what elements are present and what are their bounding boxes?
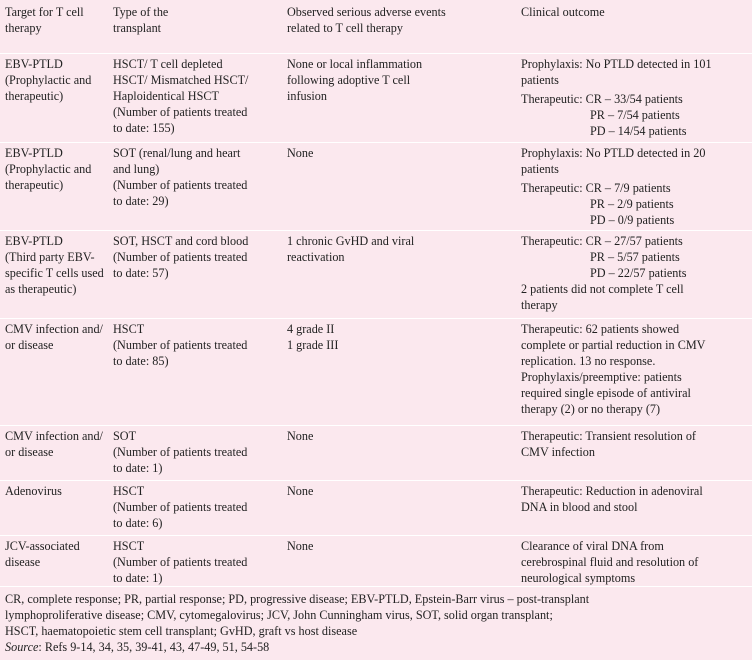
cell-clinical-outcome: Clearance of viral DNA from cerebrospinal fluid and resolution of neurological symptoms [516, 536, 752, 587]
cell-adverse-events: None [282, 481, 516, 536]
header-target: Target for T cell therapy [0, 0, 108, 54]
table-footnotes [0, 586, 752, 655]
cell-adverse-events: None [282, 426, 516, 481]
cell-adverse-events: None [282, 143, 516, 231]
cell-adverse-events: None or local inflammation following adoptive T cell infusion [282, 54, 516, 143]
cell-transplant: SOT (renal/lung and heart and lung) (Number of patients treated to date: 29) [108, 143, 282, 231]
cell-transplant: SOT, HSCT and cord blood (Number of patients treated to date: 57) [108, 231, 282, 319]
cell-target: EBV-PTLD (Prophylactic and therapeutic) [0, 143, 108, 231]
cell-transplant: HSCT/ T cell depleted HSCT/ Mismatched HSCT/ Haploidentical HSCT (Number of patients treated to date: 155) [108, 54, 282, 143]
table-row [0, 319, 752, 426]
footnote-line: lymphoproliferative disease; CMV, cytomegalovirus; JCV, John Cunningham virus, SOT, solid organ transplant; [5, 608, 553, 622]
table-body [0, 54, 752, 587]
cell-target: CMV infection and/ or disease [0, 426, 108, 481]
cell-transplant: HSCT (Number of patients treated to date: 85) [108, 319, 282, 426]
footnote-line: CR, complete response; PR, partial response; PD, progressive disease; EBV-PTLD, Epstein-Barr virus – post-transplant [5, 592, 590, 606]
cell-clinical-outcome: Therapeutic: 62 patients showed complete or partial reduction in CMV replication. 13 no response. Prophylaxis/preemptive: patients required single episode of antiviral therapy (2) or no therapy (7) [516, 319, 752, 426]
header-clinical-outcome: Clinical outcome [516, 0, 752, 54]
cell-transplant: HSCT (Number of patients treated to date: 6) [108, 481, 282, 536]
cell-transplant: HSCT (Number of patients treated to date: 1) [108, 536, 282, 587]
cell-clinical-outcome: Therapeutic: Reduction in adenoviral DNA in blood and stool [516, 481, 752, 536]
cell-clinical-outcome: Therapeutic: CR – 27/57 patients PR – 5/57 patients PD – 22/57 patients 2 patients did not complete T cell therapy [516, 231, 752, 319]
header-adverse-events: Observed serious adverse events related to T cell therapy [282, 0, 516, 54]
cell-target: EBV-PTLD (Third party EBV- specific T cells used as therapeutic) [0, 231, 108, 319]
table-header-row [0, 0, 752, 54]
table-row [0, 231, 752, 319]
table-row [0, 54, 752, 143]
cell-clinical-outcome: Prophylaxis: No PTLD detected in 20 patients Therapeutic: CR – 7/9 patients PR – 2/9 patients PD – 0/9 patients [516, 143, 752, 231]
table-row [0, 426, 752, 481]
table-row [0, 143, 752, 231]
cell-target: CMV infection and/ or disease [0, 319, 108, 426]
source-label: Source [5, 640, 39, 654]
cell-clinical-outcome: Prophylaxis: No PTLD detected in 101 patients Therapeutic: CR – 33/54 patients PR – 7/54 patients PD – 14/54 patients [516, 54, 752, 143]
footnote-line: HSCT, haematopoietic stem cell transplant; GvHD, graft vs host disease [5, 624, 358, 638]
source-line [5, 639, 746, 655]
source-refs: : Refs 9-14, 34, 35, 39-41, 43, 47-49, 51, 54-58 [38, 640, 270, 654]
cell-adverse-events: None [282, 536, 516, 587]
cell-clinical-outcome: Therapeutic: Transient resolution of CMV infection [516, 426, 752, 481]
cell-target: JCV-associated disease [0, 536, 108, 587]
table-row [0, 481, 752, 536]
cell-adverse-events: 1 chronic GvHD and viral reactivation [282, 231, 516, 319]
table-row [0, 536, 752, 587]
cell-target: Adenovirus [0, 481, 108, 536]
cell-transplant: SOT (Number of patients treated to date: 1) [108, 426, 282, 481]
header-transplant: Type of the transplant [108, 0, 282, 54]
cell-adverse-events: 4 grade II 1 grade III [282, 319, 516, 426]
cell-target: EBV-PTLD (Prophylactic and therapeutic) [0, 54, 108, 143]
